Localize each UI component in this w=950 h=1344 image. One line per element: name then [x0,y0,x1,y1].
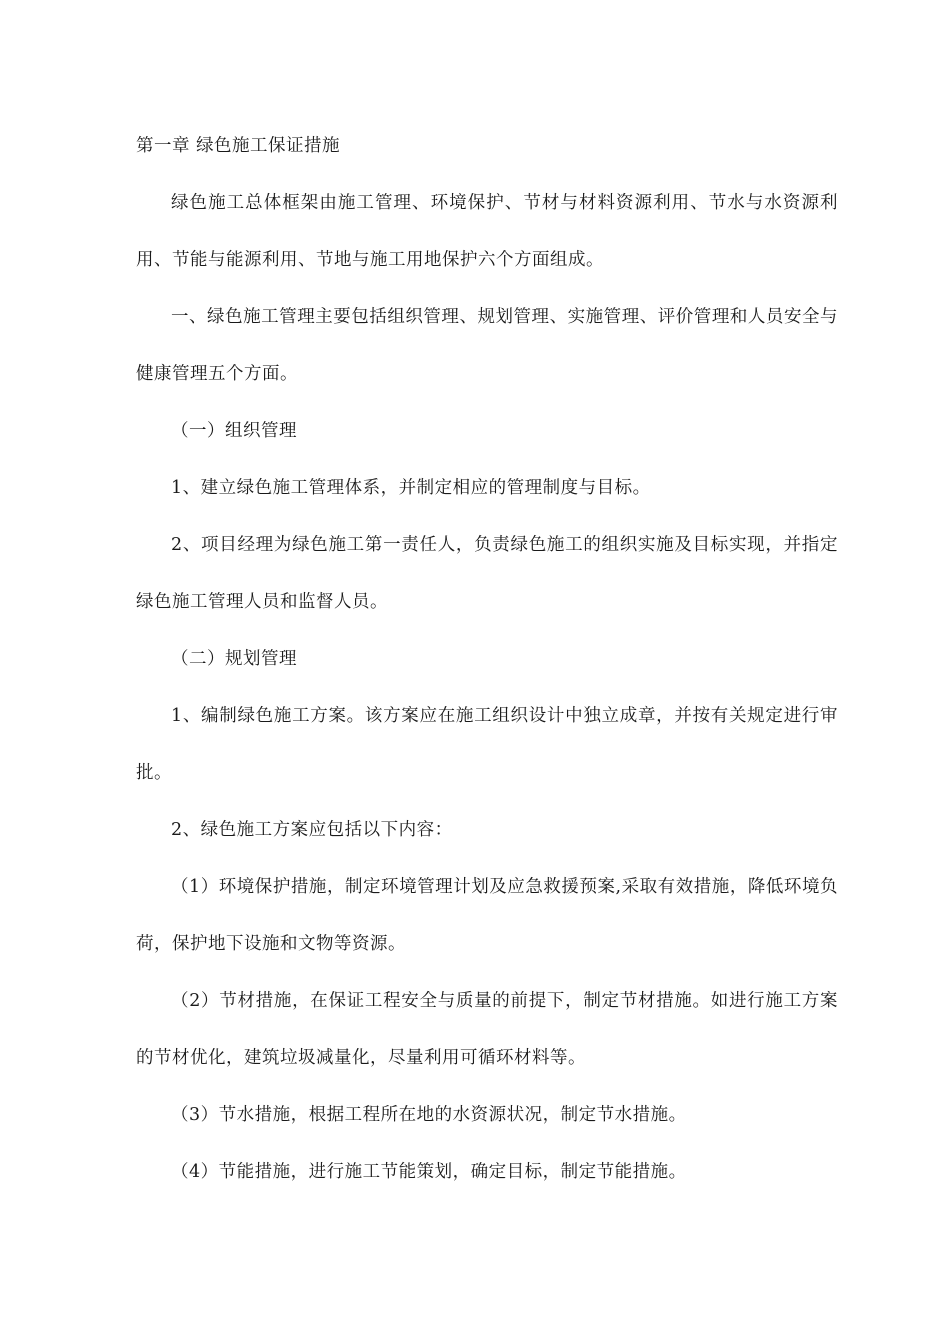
paragraph-framework: 绿色施工总体框架由施工管理、环境保护、节材与材料资源利用、节水与水资源利用、节能与能源利用、节地与施工用地保护六个方面组成。 [136,193,838,270]
list-item: 2、项目经理为绿色施工第一责任人，负责绿色施工的组织实施及目标实现，并指定绿色施工管理人员和监督人员。 [136,535,838,612]
list-item: （2）节材措施，在保证工程安全与质量的前提下，制定节材措施。如进行施工方案的节材优化，建筑垃圾减量化，尽量利用可循环材料等。 [136,991,838,1068]
list-item: （3）节水措施，根据工程所在地的水资源状况，制定节水措施。 [171,1105,687,1125]
list-item: （1）环境保护措施，制定环境管理计划及应急救援预案,采取有效措施，降低环境负荷，保护地下设施和文物等资源。 [136,877,838,954]
list-item: 1、编制绿色施工方案。该方案应在施工组织设计中独立成章，并按有关规定进行审批。 [136,706,838,783]
list-item: 2、绿色施工方案应包括以下内容： [171,820,453,840]
subsection-heading-organization: （一）组织管理 [171,421,297,441]
list-item: 1、建立绿色施工管理体系，并制定相应的管理制度与目标。 [171,478,651,498]
document-body [136,118,838,1201]
subsection-heading-planning: （二）规划管理 [171,649,297,669]
list-item: （4）节能措施，进行施工节能策划，确定目标，制定节能措施。 [171,1162,687,1182]
paragraph-section-one: 一、绿色施工管理主要包括组织管理、规划管理、实施管理、评价管理和人员安全与健康管理五个方面。 [136,307,838,384]
chapter-title: 第一章 绿色施工保证措施 [136,136,341,156]
